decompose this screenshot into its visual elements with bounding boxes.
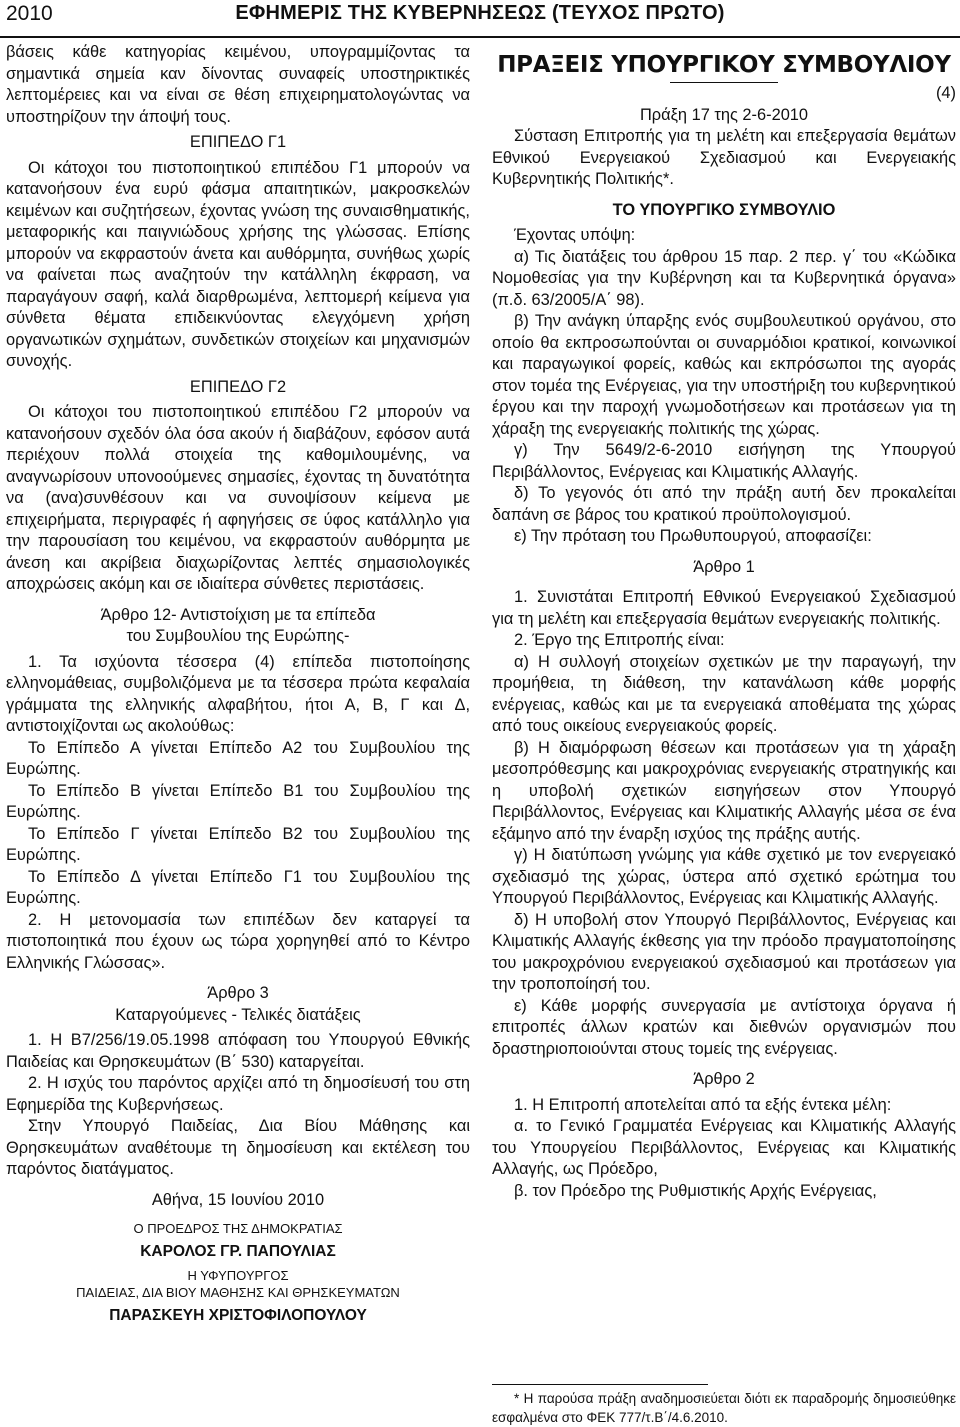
level-c2-heading: ΕΠΙΠΕΔΟ Γ2 [189, 377, 287, 396]
article1-e: ε) Κάθε μορφής συνεργασία με αντίστοιχα όργανα ή επιτροπές άλλων κρατών και διεθνών οργανισμών που δραστηριοποιούνται στους τομείς της ενέργειας. [492, 996, 956, 1058]
article3-subtitle: Καταργούμενες - Τελικές διατάξεις [115, 1005, 361, 1024]
considering-label: Έχοντας υπόψη: [514, 226, 636, 244]
article1-a: α) Η συλλογή στοιχείων σχετικών με την παραγωγή, την προμήθεια, τη διάθεση, την κατανάλωση κάθε μορφής ενέργειας, καθώς και με τα ενεργειακά αποθέματα της χώρας από τους οικείους ενεργειακούς φορείς. [492, 652, 956, 735]
page-header [0, 0, 960, 38]
article1-b: β) Η διαμόρφωση θέσεων και προτάσεων για τη χάραξη μεσοπρόθεσμης και μακροχρόνιας ενεργειακής στρατηγικής και η υποβολή σχετικών εισηγήσεων στον Υπουργό Περιβάλλοντος, Ενέργειας και Κλιματικής Αλλαγής μέσα σε ένα εξάμηνο από την έναρξη ισχύος της πράξης αυτής. [492, 738, 956, 843]
article3-paragraph1: 1. Η Β7/256/19.05.1998 απόφαση του Υπουργού Εθνικής Παιδείας και Θρησκευμάτων (Β΄ 530) καταργείται. [6, 1031, 470, 1071]
act-title: Πράξη 17 της 2-6-2010 [639, 105, 809, 124]
article12-level-d: Το Επίπεδο Δ γίνεται Επίπεδο Γ1 του Συμβουλίου της Ευρώπης. [6, 867, 470, 907]
level-c1-heading: ΕΠΙΠΕΔΟ Γ1 [189, 133, 287, 151]
level-c1-text-2: Επίσης μπορούν να εκφραστούν άνετα και αυθόρμητα, συνήθως χωρίς να φαίνεται πως αναζητούν την κατάλληλη έκφραση, να παραγάγουν σαφή, καλά διαρθρωμένα, λεπτομερή κείμενα για σύνθετα θέματα επιδεικνύοντας ελεγχόμενη χρήση οργανωτικών σχημάτων, συνδετικών στοιχείων και μηχανισμών συνοχής. [6, 223, 470, 370]
item-number: (4) [935, 84, 956, 102]
level-c1-paragraph [6, 158, 470, 373]
intro-paragraph: βάσεις κάθε κατηγορίας κειμένου, υπογραμμίζοντας τα σημαντικά σημεία καν δίνοντας συναφείς υποστηρικτικές λεπτομέρειες και να είναι σε θέση επιχειρηματολογώντας να υποστηρίζουν την άποψή τους. [6, 43, 470, 126]
article2-title: Άρθρο 2 [693, 1070, 755, 1088]
footnote-separator [492, 1384, 708, 1385]
council-heading: ΤΟ ΥΠΟΥΡΓΙΚΟ ΣΥΜΒΟΥΛΙΟ [612, 200, 836, 219]
article3-paragraph2: 2. Η ισχύς του παρόντος αρχίζει από τη δημοσίευσή του στη Εφημερίδα της Κυβερνήσεως. [6, 1074, 470, 1114]
page-number: 2010 [6, 2, 53, 25]
footnote-text: * Η παρούσα πράξη αναδημοσιεύεται διότι εκ παραδρομής δημοσιεύθηκε εσφαλμένα στο ΦΕΚ 777/τ.Β΄/4.6.2010. [492, 1391, 956, 1425]
right-column [492, 42, 956, 1382]
president-title: Ο ΠΡΟΕΔΡΟΣ ΤΗΣ ΔΗΜΟΚΡΑΤΙΑΣ [133, 1221, 343, 1236]
article1-d: δ) Η υποβολή στον Υπουργό Περιβάλλοντος, Ενέργειας και Κλιματικής Αλλαγής έκθεσης για την πρόοδο πραγματοποίησης του μακροχρόνιου ενεργειακού σχεδιασμού και προτάσεων για την τροποποίησή του. [492, 910, 956, 993]
level-c1-text-1: Οι κάτοχοι του πιστοποιητικού επιπέδου Γ1 μπορούν να κατανοήσουν ένα ευρύ φάσμα απαιτητικών, μακροσκελών κειμένων και συζητήσεων, έχοντας γνώση της συναισθηματικής, μεταφορικής και παιγνιώδους χρήσης της γλώσσας. [6, 158, 470, 241]
article1-title: Άρθρο 1 [693, 557, 755, 576]
article12-level-c: Το Επίπεδο Γ γίνεται Επίπεδο Β2 του Συμβουλίου της Ευρώπης. [6, 824, 470, 864]
considering-e: ε) Την πρόταση του Πρωθυπουργού, αποφασίζει: [514, 527, 872, 545]
article1-c: γ) Η διατύπωση γνώμης για κάθε σχετικό με τον ενεργειακό σχεδιασμό της χώρας, ύστερα από σχετικό ερώτημα του Υπουργού Περιβάλλοντος, Ενέργειας και Κλιματικής Αλλαγής. [492, 846, 956, 907]
article12-title-line1: Άρθρο 12- Αντιστοίχιση με τα επίπεδα [100, 605, 376, 624]
article12-level-b: Το Επίπεδο Β γίνεται Επίπεδο Β1 του Συμβουλίου της Ευρώπης. [6, 781, 470, 821]
minister-title-line1: Η ΥΦΥΠΟΥΡΓΟΣ [187, 1267, 289, 1283]
article3-title: Άρθρο 3 [207, 984, 269, 1002]
considering-b: β) Την ανάγκη ύπαρξης ενός συμβουλευτικού οργάνου, στο οποίο θα εκπροσωπούνται οι συναρμόδιοι κρατικοί, κοινωνικοί και παραγωγικοί φορείς, καθώς και εκπρόσωποι της αγοράς στον τομέα της Ενέργειας, για την υποστήριξη του κυβερνητικού έργου και την παροχή γνωμοδοτήσεων και προτάσεων για τη χάραξη της ενεργειακής πολιτικής της χώρας. [492, 312, 956, 438]
considering-d: δ) Το γεγονός ότι από την πράξη αυτή δεν προκαλείται δαπάνη σε βάρος του κρατικού προϋπολογισμού. [492, 484, 956, 524]
article12-level-a: Το Επίπεδο Α γίνεται Επίπεδο Α2 του Συμβουλίου της Ευρώπης. [6, 738, 470, 778]
left-column [6, 42, 470, 1326]
article2-b: β. τον Πρόεδρο της Ρυθμιστικής Αρχής Ενέργειας, [514, 1181, 877, 1200]
minister-name: ΠΑΡΑΣΚΕΥΗ ΧΡΙΣΤΟΦΙΛΟΠΟΥΛΟΥ [109, 1306, 367, 1324]
president-name: ΚΑΡΟΛΟΣ ΓΡ. ΠΑΠΟΥΛΙΑΣ [140, 1243, 336, 1260]
level-c2-paragraph: Οι κάτοχοι του πιστοποιητικού επιπέδου Γ2 μπορούν να κατανοήσουν σχεδόν όλα όσα ακούν ή διαβάζουν, εφόσον αυτά περιέχουν πολλά στοιχεία της καθομιλουμένης, να αναγνωρίσουν υπονοούμενες σημασίες, έχοντας τη δυνατότητα να (ανα)συνθέσουν και να συνοψίσουν κείμενα με επιχειρήματα, περιγραφές ή αφηγήσεις σε ύφος κατάλληλο για την παρουσίαση του κειμένου, να εκφραστούν αυθόρμητα με άνεση και ακρίβεια διαχωρίζοντας λεπτές σημασιολογικές αποχρώσεις ακόμη και σε ιδιαίτερα σύνθετες περιστάσεις. [6, 403, 470, 593]
article12-paragraph2: 2. Η μετονομασία των επιπέδων δεν καταργεί τα πιστοποιητικά που έχουν ως τώρα χορηγηθεί από το Κέντρο Ελληνικής Γλώσσας». [6, 910, 470, 972]
article1-paragraph2: 2. Έργο της Επιτροπής είναι: [514, 631, 725, 649]
section-title: ΠΡΑΞΕΙΣ ΥΠΟΥΡΓΙΚΟΥ ΣΥΜΒΟΥΛΙΟΥ [497, 52, 951, 78]
gazette-title: ΕΦΗΜΕΡΙΣ ΤΗΣ ΚΥΒΕΡΝΗΣΕΩΣ (ΤΕΥΧΟΣ ΠΡΩΤΟ) [235, 2, 725, 24]
considering-a: α) Τις διατάξεις του άρθρου 15 παρ. 2 περ. γ΄ του «Κώδικα Νομοθεσίας για την Κυβέρνηση και τα Κυβερνητικά όργανα» (π.δ. 63/2005/Α΄ 98). [492, 247, 956, 309]
place-date: Αθήνα, 15 Ιουνίου 2010 [151, 1190, 325, 1209]
article12-paragraph1: 1. Τα ισχύοντα τέσσερα (4) επίπεδα πιστοποίησης ελληνομάθειας, συμβολιζόμενα με τα τέσσερα πρώτα κεφαλαία γράμματα της ελληνικής αλφαβήτου, ήτοι Α, Β, Γ και Δ, αντιστοιχίζονται ως ακολούθως: [6, 652, 470, 735]
article2-a: α. το Γενικό Γραμματέα Ενέργειας και Κλιματικής Αλλαγής του Υπουργείου Περιβάλλοντος, Ενέργειας και Κλιματικής Αλλαγής, ως Πρόεδρο, [492, 1117, 956, 1178]
act-subject: Σύσταση Επιτροπής για τη μελέτη και επεξεργασία θεμάτων Εθνικού Ενεργειακού Σχεδιασμού και Ενεργειακής Κυβερνητικής Πολιτικής*. [492, 127, 956, 188]
article12-title-line2: του Συμβουλίου της Ευρώπης- [126, 627, 350, 645]
article1-paragraph1: 1. Συνιστάται Επιτροπή Εθνικού Ενεργειακού Σχεδιασμού για τη μελέτη και επεξεργασία θεμάτων ενεργειακής πολιτικής. [492, 588, 956, 628]
footnote [492, 1384, 956, 1427]
minister-title-line2: ΠΑΙΔΕΙΑΣ, ΔΙΑ ΒΙΟΥ ΜΑΘΗΣΗΣ ΚΑΙ ΘΡΗΣΚΕΥΜΑΤΩΝ [76, 1284, 400, 1300]
considering-c: γ) Την 5649/2-6-2010 εισήγηση της Υπουργού Περιβάλλοντος, Ενέργειας και Κλιματικής Αλλαγής. [492, 441, 956, 481]
article2-paragraph1: 1. Η Επιτροπή αποτελείται από τα εξής έντεκα μέλη: [514, 1095, 892, 1114]
article3-paragraph3: Στην Υπουργό Παιδείας, Δια Βίου Μάθησης και Θρησκευμάτων αναθέτουμε τη δημοσίευση και εκτέλεση του παρόντος διατάγματος. [6, 1117, 470, 1178]
